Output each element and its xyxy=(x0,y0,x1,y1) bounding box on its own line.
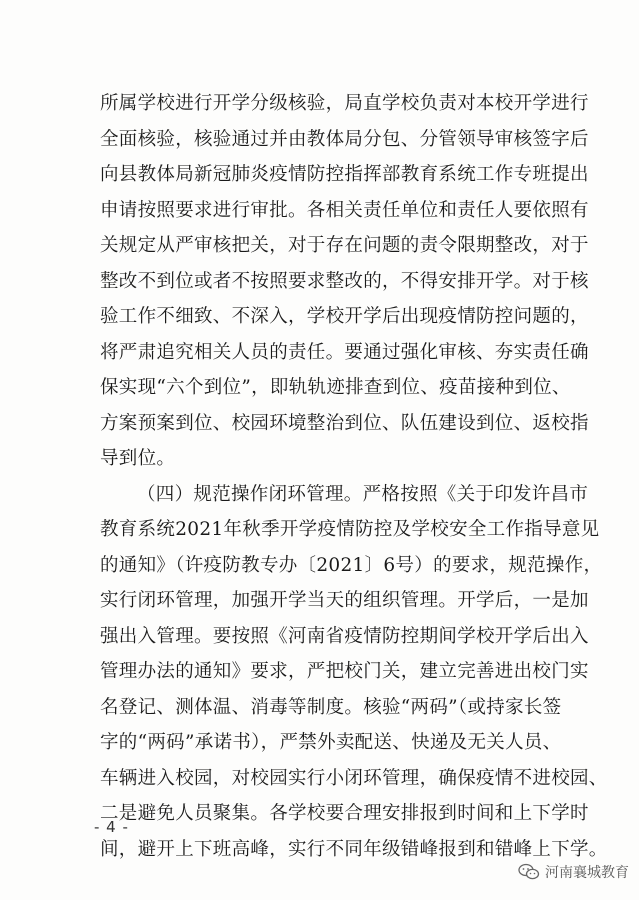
text-line: 实行闭环管理，加强开学当天的组织管理。开学后，一是加 xyxy=(100,590,589,611)
section-heading-line: （四）规范操作闭环管理。严格按照《关于印发许昌市 xyxy=(137,483,589,505)
document-body xyxy=(100,86,608,867)
text-line: 将严肃追究相关人员的责任。要通过强化审核、夯实责任确 xyxy=(100,341,589,363)
page-number: - 4 - xyxy=(94,818,129,836)
watermark xyxy=(518,862,629,882)
text-line: 强出入管理。要按照《河南省疫情防控期间学校开学后出入 xyxy=(100,625,589,647)
text-line: 的通知》（许疫防教专办〔2021〕6号）的要求，规范操作， xyxy=(100,554,603,576)
text-line: 所属学校进行开学分级核验，局直学校负责对本校开学进行 xyxy=(100,93,589,114)
text-line: 关规定从严审核把关，对于存在问题的责令限期整改，对于 xyxy=(100,235,589,256)
text-line: 保实现“六个到位”，即轨轨迹排查到位、疫苗接种到位、 xyxy=(100,377,571,398)
text-line: 方案预案到位、校园环境整治到位、队伍建设到位、返校指 xyxy=(100,412,589,434)
text-line: 二是避免人员聚集。各学校要合理安排报到时间和上下学时 xyxy=(100,803,589,824)
text-line: 间，避开上下班高峰，实行不同年级错峰报到和错峰上下学。 xyxy=(100,838,608,860)
watermark-text: 河南襄城教育 xyxy=(545,865,629,881)
text-line: 车辆进入校园，对校园实行小闭环管理，确保疫情不进校园、 xyxy=(100,767,608,789)
text-line: 整改不到位或者不按照要求整改的，不得安排开学。对于核 xyxy=(100,270,589,292)
text-line: 教育系统2021年秋季开学疫情防控及学校安全工作指导意见 xyxy=(100,519,600,540)
text-line: 管理办法的通知》要求，严把校门关，建立完善进出校门实 xyxy=(100,661,589,682)
text-line: 申请按照要求进行审批。各相关责任单位和责任人要依照有 xyxy=(100,199,589,221)
text-line: 全面核验，核验通过并由教体局分包、分管领导审核签字后 xyxy=(100,128,589,150)
wechat-icon xyxy=(518,863,540,881)
text-line: 名登记、测体温、消毒等制度。核验“两码”（或持家长签 xyxy=(100,696,562,718)
text-line: 字的“两码”承诺书），严禁外卖配送、快递及无关人员、 xyxy=(100,732,562,753)
text-line: 向县教体局新冠肺炎疫情防控指挥部教育系统工作专班提出 xyxy=(100,164,589,185)
text-line: 导到位。 xyxy=(100,448,176,469)
text-line: 验工作不细致、不深入，学校开学后出现疫情防控问题的， xyxy=(100,306,589,327)
